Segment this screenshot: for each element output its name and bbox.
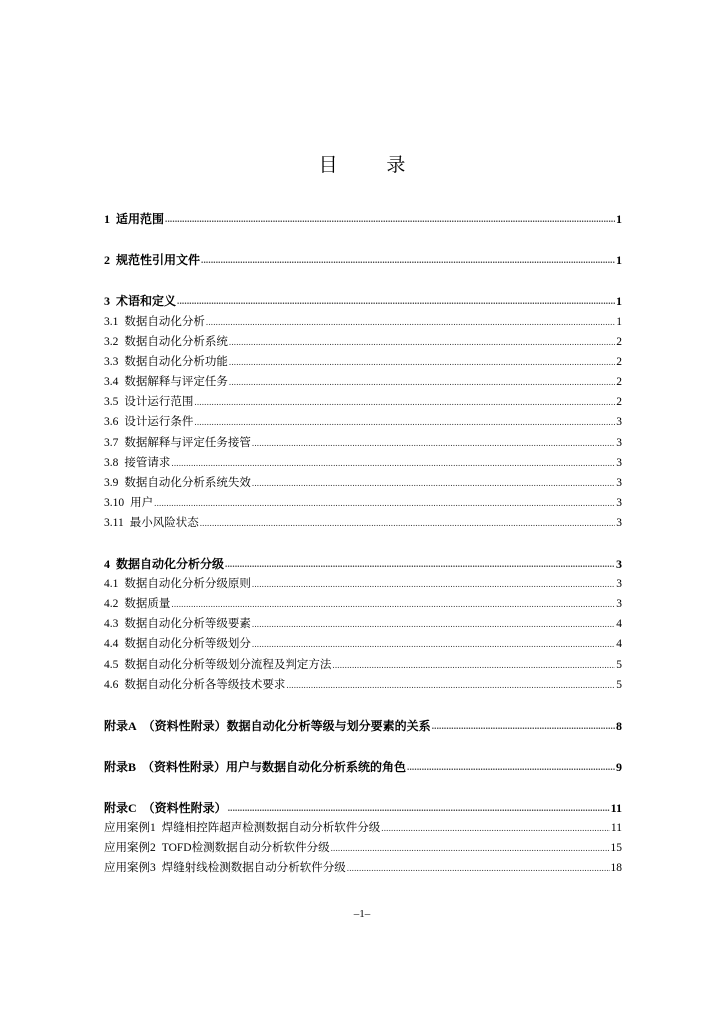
toc-entry-number: 4.1 [104, 578, 119, 590]
toc-entry[interactable] [104, 674, 622, 692]
toc-entry-number: 4.3 [104, 618, 119, 630]
toc-entry-page: 15 [610, 842, 622, 854]
toc-entry-title: 数据自动化分析系统失效 [124, 477, 251, 489]
toc-entry-number: 3.7 [104, 437, 119, 449]
toc-entry-title: 数据自动化分析分级 [116, 557, 225, 571]
toc-entry-number: 4.2 [104, 598, 119, 610]
toc-entry-number: 4 [104, 557, 110, 571]
toc-leader-dots [177, 294, 615, 308]
toc-entry[interactable] [104, 857, 622, 875]
toc-entry-page: 2 [616, 356, 622, 368]
page-number-footer: –1– [353, 908, 371, 920]
toc-leader-dots [229, 355, 615, 369]
toc-leader-dots [286, 678, 615, 692]
toc-leader-dots [194, 395, 615, 409]
toc-entry[interactable] [104, 756, 622, 774]
toc-entry[interactable] [104, 432, 622, 450]
toc-entry[interactable] [104, 797, 622, 815]
toc-entry-page: 8 [616, 719, 622, 733]
toc-entry-page: 5 [616, 659, 622, 671]
toc-leader-dots [229, 375, 615, 389]
toc-leader-dots [194, 415, 615, 429]
toc-entry[interactable] [104, 472, 622, 490]
toc-entry-number: 应用案例1 [104, 822, 156, 834]
toc-entry-title: 数据自动化分析 [124, 316, 205, 328]
toc-entry[interactable] [104, 837, 622, 855]
toc-entry[interactable] [104, 573, 622, 591]
toc-leader-dots [200, 516, 616, 530]
toc-leader-dots [206, 315, 615, 329]
toc-entry-title: 规范性引用文件 [116, 253, 201, 267]
toc-entry-title: 数据自动化分析等级划分流程及判定方法 [124, 659, 332, 671]
toc-leader-dots [165, 212, 615, 226]
toc-entry-title: （资料性附录）用户与数据自动化分析系统的角色 [142, 760, 407, 774]
toc-entry-number: 3.10 [104, 497, 125, 509]
toc-entry-number: 应用案例2 [104, 842, 156, 854]
toc-leader-dots [381, 821, 610, 835]
toc-entry-number: 附录C [104, 801, 137, 815]
toc-entry-title: 设计运行范围 [124, 396, 194, 408]
toc-entry-page: 3 [616, 578, 622, 590]
toc-entry-title: 术语和定义 [116, 294, 177, 308]
toc-entry-number: 3 [104, 294, 110, 308]
toc-entry-title: 用户 [130, 497, 154, 509]
toc-leader-dots [201, 253, 615, 267]
toc-entry-page: 3 [616, 517, 622, 529]
toc-entry-number: 2 [104, 253, 110, 267]
toc-entry-page: 1 [616, 212, 622, 226]
toc-entry-title: （资料性附录）数据自动化分析等级与划分要素的关系 [142, 719, 431, 733]
toc-entry-number: 3.2 [104, 336, 119, 348]
toc-entry[interactable] [104, 633, 622, 651]
toc-entry-page: 3 [616, 497, 622, 509]
toc-entry-title: 数据解释与评定任务接管 [124, 437, 251, 449]
toc-entry[interactable] [104, 553, 622, 571]
toc-entry-title: 最小风险状态 [129, 517, 199, 529]
toc-entry-page: 2 [616, 396, 622, 408]
toc-entry[interactable] [104, 249, 622, 267]
toc-entry-page: 4 [616, 638, 622, 650]
toc-entry-title: 数据解释与评定任务 [124, 376, 228, 388]
toc-entry[interactable] [104, 311, 622, 329]
toc-entry-page: 5 [616, 679, 622, 691]
toc-entry[interactable] [104, 654, 622, 672]
toc-entry-page: 11 [610, 822, 622, 834]
toc-entry[interactable] [104, 331, 622, 349]
toc-entry-page: 2 [616, 376, 622, 388]
toc-entry-title: 适用范围 [116, 212, 165, 226]
toc-entry-title: 焊缝相控阵超声检测数据自动分析软件分级 [161, 822, 381, 834]
toc-entry-title: 数据自动化分析分级原则 [124, 578, 251, 590]
toc-entry[interactable] [104, 351, 622, 369]
toc-entry-number: 附录A [104, 719, 137, 733]
toc-leader-dots [432, 719, 615, 733]
toc-entry-page: 1 [616, 316, 622, 328]
toc-entry-page: 3 [616, 557, 622, 571]
toc-entry-title: 设计运行条件 [124, 416, 194, 428]
toc-entry-number: 4.6 [104, 679, 119, 691]
toc-leader-dots [407, 760, 615, 774]
toc-leader-dots [252, 637, 615, 651]
toc-entry-page: 9 [616, 760, 622, 774]
toc-entry-title: 焊缝射线检测数据自动分析软件分级 [161, 862, 346, 874]
toc-entry-number: 3.1 [104, 316, 119, 328]
toc-entry-page: 1 [616, 294, 622, 308]
toc-entry[interactable] [104, 411, 622, 429]
toc-leader-dots [252, 436, 615, 450]
toc-entry[interactable] [104, 715, 622, 733]
toc-entry-page: 1 [616, 253, 622, 267]
toc-entry-number: 3.6 [104, 416, 119, 428]
toc-entry-title: TOFD检测数据自动分析软件分级 [161, 842, 330, 854]
toc-entry-number: 附录B [104, 760, 137, 774]
toc-entry-number: 应用案例3 [104, 862, 156, 874]
toc-leader-dots [171, 456, 615, 470]
toc-entry-title: 接管请求 [124, 457, 171, 469]
toc-entry[interactable] [104, 593, 622, 611]
toc-entry-title: 数据自动化分析等级要素 [124, 618, 251, 630]
toc-entry-number: 3.11 [104, 517, 124, 529]
toc-entry[interactable] [104, 492, 622, 510]
toc-leader-dots [347, 861, 610, 875]
toc-entry[interactable] [104, 817, 622, 835]
toc-leader-dots [252, 617, 615, 631]
toc-leader-dots [225, 557, 615, 571]
toc-entry-number: 3.5 [104, 396, 119, 408]
toc-leader-dots [154, 496, 615, 510]
page-title: 目 录 [318, 155, 428, 176]
toc-leader-dots [332, 658, 615, 672]
toc-leader-dots [331, 841, 610, 855]
toc-entry[interactable] [104, 512, 622, 530]
toc-entry-page: 2 [616, 336, 622, 348]
toc-leader-dots [252, 476, 615, 490]
toc-entry-title: 数据自动化分析等级划分 [124, 638, 251, 650]
toc-entry-page: 4 [616, 618, 622, 630]
toc-entry-number: 3.3 [104, 356, 119, 368]
toc-entry-page: 3 [616, 416, 622, 428]
toc-entry-page: 3 [616, 598, 622, 610]
toc-leader-dots [229, 335, 615, 349]
toc-entry-number: 4.4 [104, 638, 119, 650]
toc-entry[interactable] [104, 391, 622, 409]
toc-entry-title: 数据质量 [124, 598, 171, 610]
toc-entry-number: 3.9 [104, 477, 119, 489]
toc-entry-page: 3 [616, 437, 622, 449]
toc-entry-page: 3 [616, 457, 622, 469]
toc-entry-number: 3.8 [104, 457, 119, 469]
toc-entry-number: 3.4 [104, 376, 119, 388]
toc-entry[interactable] [104, 371, 622, 389]
toc-entry[interactable] [104, 208, 622, 226]
toc-entry-number: 4.5 [104, 659, 119, 671]
toc-entry-title: 数据自动化分析功能 [124, 356, 228, 368]
toc-entry-page: 18 [610, 862, 622, 874]
toc-entry[interactable] [104, 613, 622, 631]
toc-leader-dots [228, 801, 610, 815]
toc-entry-title: 数据自动化分析各等级技术要求 [124, 679, 286, 691]
toc-entry-page: 11 [610, 801, 622, 815]
toc-entry-title: （资料性附录） [142, 801, 227, 815]
toc-leader-dots [252, 577, 615, 591]
toc-entry-number: 1 [104, 212, 110, 226]
toc-entry-title: 数据自动化分析系统 [124, 336, 228, 348]
toc-entry-page: 3 [616, 477, 622, 489]
toc-leader-dots [171, 597, 615, 611]
toc-entry[interactable] [104, 452, 622, 470]
toc-entry[interactable] [104, 290, 622, 308]
